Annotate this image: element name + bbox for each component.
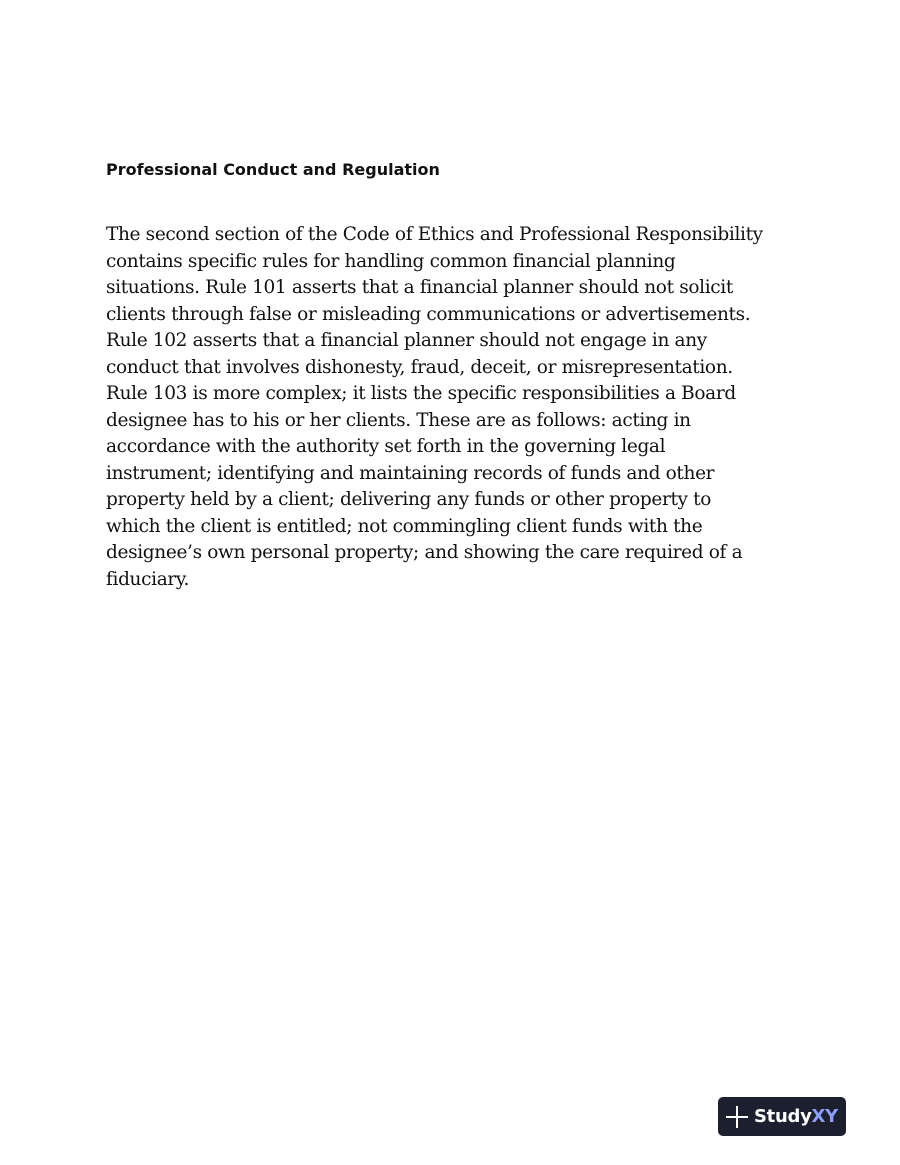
paragraph-line: Rule 102 asserts that a financial planner should not engage in any [106,330,707,351]
body-paragraph [106,222,796,593]
brand-logo-text [754,1106,838,1127]
paragraph-line: property held by a client; delivering any funds or other property to [106,489,712,510]
paragraph-line: conduct that involves dishonesty, fraud, deceit, or misrepresentation. [106,356,733,378]
section-heading: Professional Conduct and Regulation [106,160,440,179]
plus-icon [726,1106,748,1128]
paragraph-line: clients through false or misleading communications or advertisements. [106,303,751,325]
paragraph-line: which the client is entitled; not commingling client funds with the [106,515,703,537]
paragraph-line: designee’s own personal property; and showing the care required of a [106,542,743,563]
studyxy-badge[interactable] [718,1097,846,1136]
paragraph-line: Rule 103 is more complex; it lists the specific responsibilities a Board [106,383,736,404]
paragraph-line: fiduciary. [106,568,190,590]
paragraph-line: situations. Rule 101 asserts that a financial planner should not solicit [106,277,733,298]
paragraph-line: instrument; identifying and maintaining records of funds and other [106,462,715,484]
brand-accent: XY [811,1106,838,1127]
brand-primary: Study [754,1106,812,1127]
paragraph-line: contains specific rules for handling common financial planning [106,250,676,272]
paragraph-line: The second section of the Code of Ethics and Professional Responsibility [106,224,763,245]
paragraph-line: accordance with the authority set forth in the governing legal [106,436,666,457]
paragraph-line: designee has to his or her clients. These are as follows: acting in [106,409,691,431]
